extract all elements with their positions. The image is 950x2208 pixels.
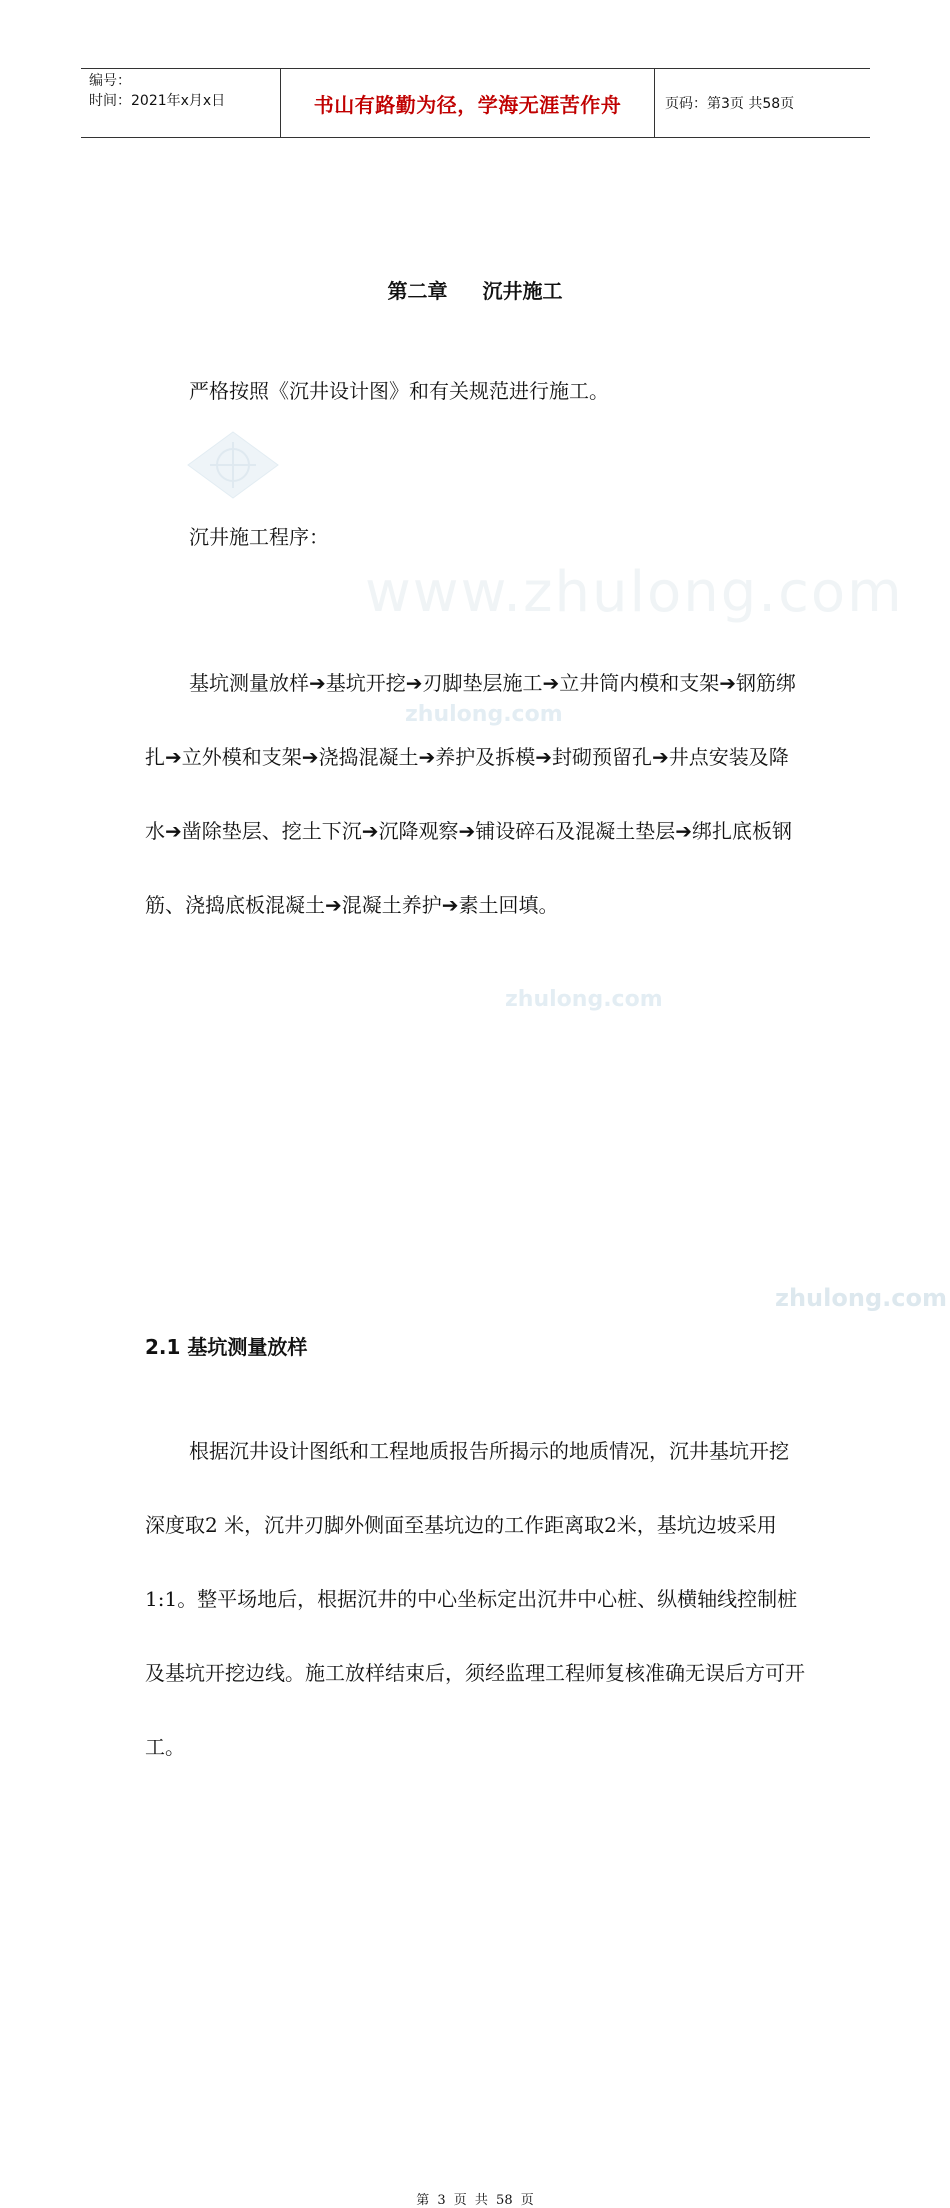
paragraph: 沉井施工程序： [189, 525, 329, 549]
watermark-text: zhulong.com [505, 987, 663, 1012]
number-label: 编号： [89, 73, 131, 89]
date-label: 时间：2021年x月x日 [89, 93, 226, 109]
watermark-large: www.zhulong.com [365, 560, 904, 625]
watermark-text: zhulong.com [775, 1284, 947, 1312]
paragraph-procedure: 基坑测量放样➔基坑开挖➔刃脚垫层施工➔立井筒内模和支架➔钢筋绑扎➔立外模和支架➔浇捣混凝土➔养护及拆模➔封砌预留孔➔井点安装及降水➔凿除垫层、挖土下沉➔沉降观察➔铺设碎石及混凝土垫层➔绑扎底板钢筋、浇捣底板混凝土➔混凝土养护➔素土回填。 [145, 671, 797, 917]
page-header [81, 68, 870, 138]
watermark-text: zhulong.com [405, 702, 563, 727]
header-meta [81, 69, 281, 137]
page-footer: 第 3 页 共 58 页 [416, 2193, 534, 2208]
section-heading: 2.1 基坑测量放样 [145, 1335, 308, 1359]
watermark-logo-icon [178, 430, 288, 504]
paragraph: 根据沉井设计图纸和工程地质报告所揭示的地质情况，沉井基坑开挖深度取2 米，沉井刃脚外侧面至基坑边的工作距离取2米，基坑边坡采用1:1。整平场地后，根据沉井的中心坐标定出沉井中心桩、纵横轴线控制桩及基坑开挖边线。施工放样结束后，须经监理工程师复核准确无误后方可开工。 [145, 1439, 805, 1759]
paragraph: 严格按照《沉井设计图》和有关规范进行施工。 [189, 379, 609, 403]
chapter-title: 第二章 沉井施工 [387, 279, 563, 303]
header-page-label: 页码：第3页 共58页 [665, 96, 795, 112]
header-motto: 书山有路勤为径，学海无涯苦作舟 [281, 69, 655, 137]
